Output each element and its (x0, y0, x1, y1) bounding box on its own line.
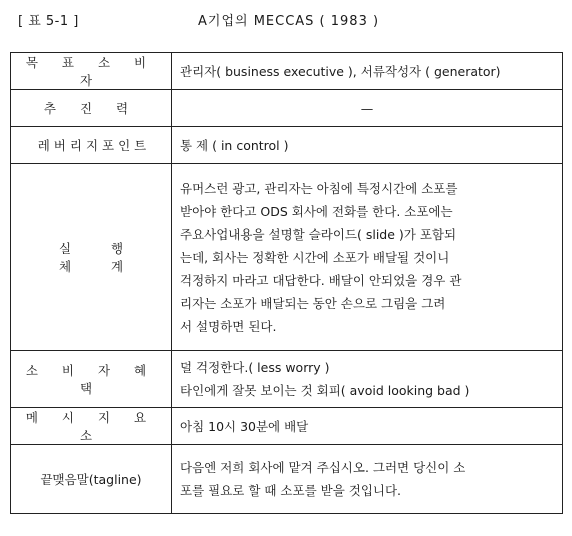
row-content (172, 408, 563, 445)
content-line: — (360, 100, 374, 116)
row-heading-consumer-benefit: 소 비 자 혜 택 (11, 351, 172, 408)
content-line: 유머스런 광고, 관리자는 아침에 특정시간에 소포를 (180, 180, 458, 196)
table-row (11, 164, 563, 351)
row-heading-driving-force: 추 진 력 (11, 90, 172, 127)
table-title: A기업의 MECCAS ( 1983 ) (198, 14, 380, 29)
content-line: 다음엔 저희 회사에 맡겨 주십시오. 그러면 당신이 소 (180, 460, 466, 475)
row-content (172, 164, 563, 351)
content-line: 받아야 한다고 ODS 회사에 전화를 한다. 소포에는 (180, 203, 453, 219)
content-line: 걱정하지 마라고 대답한다. 배달이 안되었을 경우 관 (180, 272, 462, 288)
table-row (11, 408, 563, 445)
table-row (11, 90, 563, 127)
content-line: 덜 걱정한다.( less worry ) (180, 360, 330, 375)
row-heading-tagline: 끝맺음말(tagline) (11, 445, 172, 514)
content-line: 타인에게 잘못 보이는 것 회피( avoid looking bad ) (180, 383, 470, 398)
content-line: 관리자( business executive ), 서류작성자 ( generator) (180, 63, 501, 79)
content-line: 통 제 ( in control ) (180, 137, 289, 153)
table-number: [ 표 5-1 ] (18, 14, 79, 29)
row-content (172, 90, 563, 127)
content-line: 아침 10시 30분에 배달 (180, 418, 309, 434)
meccas-table (10, 52, 563, 514)
row-content (172, 127, 563, 164)
content-line: 서 설명하면 된다. (180, 318, 277, 334)
content-line: 는데, 회사는 정확한 시간에 소포가 배달될 것이니 (180, 249, 450, 265)
row-content (172, 351, 563, 408)
row-heading-execution: 실 행 체 계 (11, 164, 172, 351)
table-caption (10, 8, 562, 30)
row-heading-target-consumer: 목 표 소 비 자 (11, 53, 172, 90)
table-row (11, 127, 563, 164)
row-heading-message-element: 메 시 지 요 소 (11, 408, 172, 445)
table-row (11, 351, 563, 408)
content-line: 주요사업내용을 설명할 슬라이드( slide )가 포함되 (180, 226, 457, 242)
row-heading-leverage-point: 레버리지포인트 (11, 127, 172, 164)
content-line: 리자는 소포가 배달되는 동안 손으로 그림을 그려 (180, 295, 446, 311)
row-content (172, 445, 563, 514)
content-line: 포를 필요로 할 때 소포를 받을 것입니다. (180, 483, 402, 498)
table-row (11, 445, 563, 514)
row-content (172, 53, 563, 90)
table-row (11, 53, 563, 90)
